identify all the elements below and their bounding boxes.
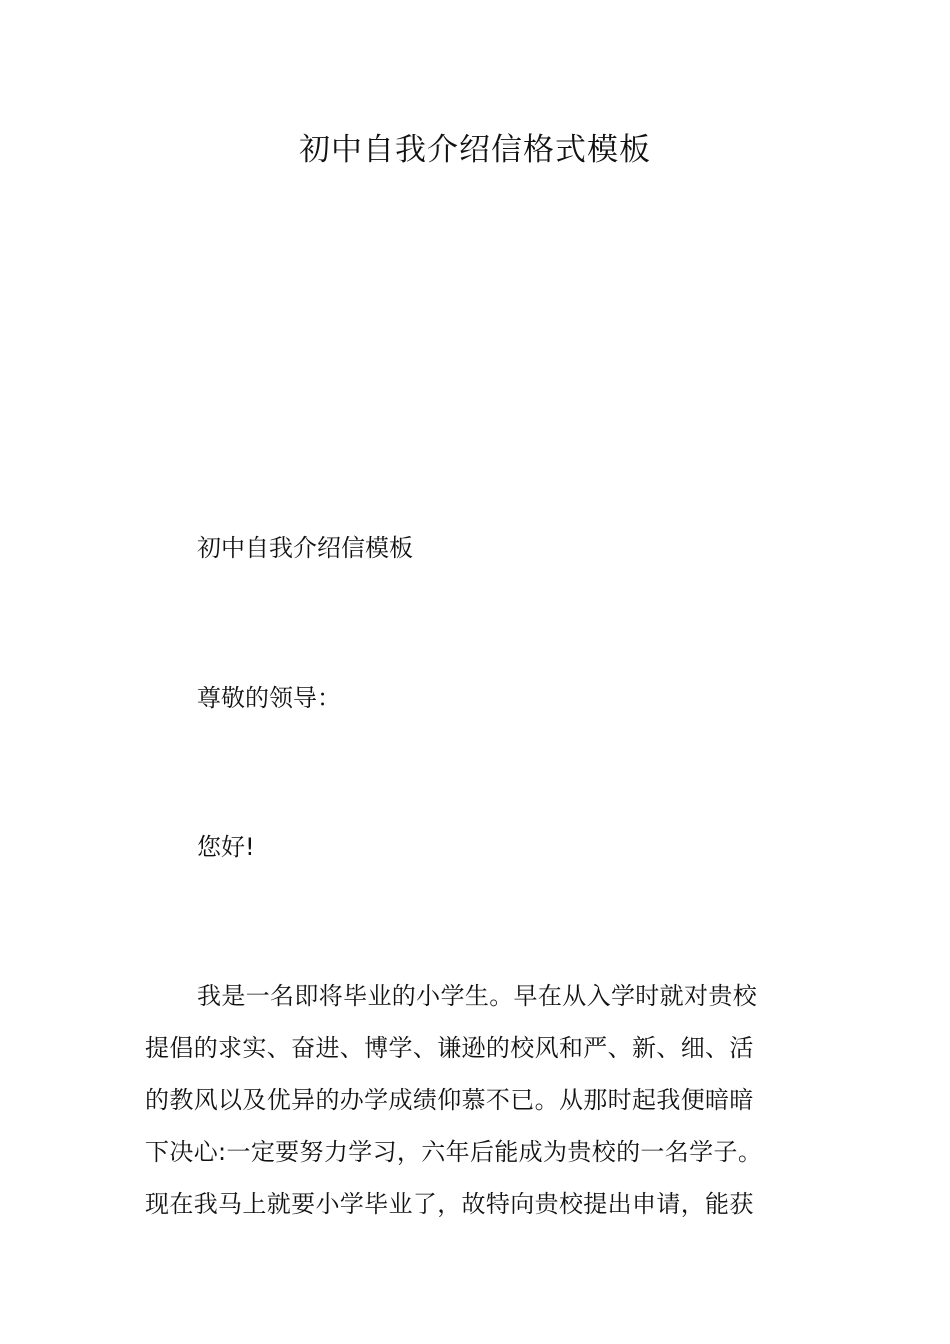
paragraph-line: 我是一名即将毕业的小学生。早在从入学时就对贵校: [197, 982, 758, 1010]
paragraph-line: 的教风以及优异的办学成绩仰慕不已。从那时起我便暗暗: [145, 1086, 754, 1114]
letter-subtitle: 初中自我介绍信模板: [197, 534, 413, 562]
document-title: 初中自我介绍信格式模板: [299, 132, 651, 168]
paragraph-line: 下决心:一定要努力学习，六年后能成为贵校的一名学子。: [145, 1138, 763, 1166]
letter-greeting: 您好!: [197, 833, 255, 861]
paragraph-line: 提倡的求实、奋进、博学、谦逊的校风和严、新、细、活: [145, 1034, 754, 1062]
letter-body-paragraph: [145, 980, 813, 1240]
letter-salutation: 尊敬的领导：: [197, 684, 341, 712]
paragraph-line: 现在我马上就要小学毕业了，故特向贵校提出申请，能获: [145, 1190, 754, 1218]
